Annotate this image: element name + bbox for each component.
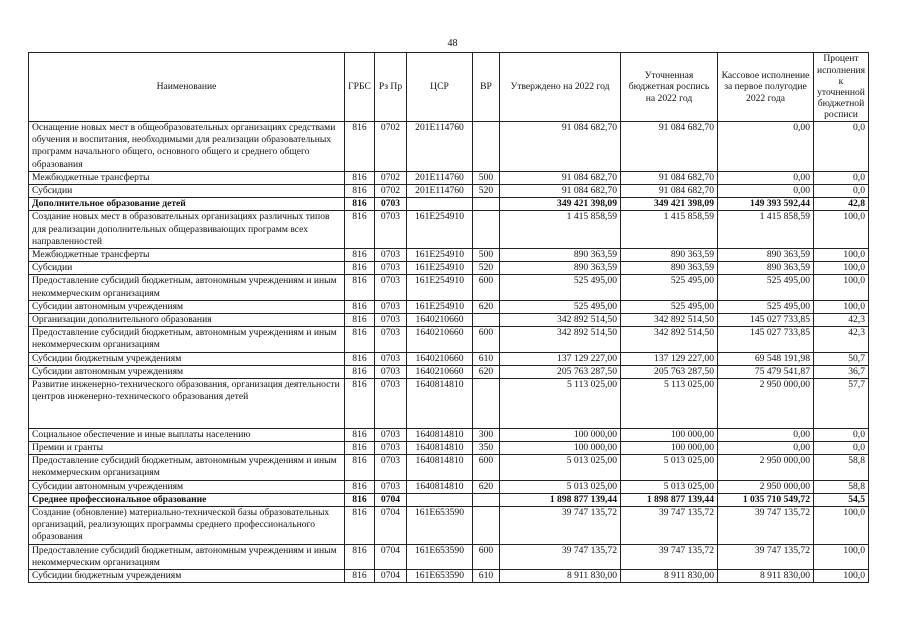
- cell-approved: 890 363,59: [500, 262, 621, 275]
- cell-cash: 2 950 000,00: [718, 480, 814, 493]
- cell-name: Создание (обновление) материально-технической базы образовательных организаций, реализующих программы среднего профессионального образования: [29, 507, 345, 545]
- cell-refined: 5 013 025,00: [621, 455, 718, 480]
- cell-name: Среднее профессиональное образование: [29, 493, 345, 506]
- cell-grbs: 816: [345, 493, 375, 506]
- cell-refined: 342 892 514,50: [621, 327, 718, 352]
- cell-approved: 5 113 025,00: [500, 379, 621, 429]
- table-row: [29, 262, 869, 275]
- table-row: [29, 507, 869, 545]
- table-row: [29, 249, 869, 262]
- cell-name: Предоставление субсидий бюджетным, автономным учреждениям и иным некоммерческим организациям: [29, 455, 345, 480]
- cell-name: Межбюджетные трансферты: [29, 171, 345, 184]
- cell-cash: 149 393 592,44: [718, 198, 814, 211]
- cell-name: Предоставление субсидий бюджетным, автономным учреждениям и иным некоммерческим организациям: [29, 275, 345, 300]
- table-row: [29, 171, 869, 184]
- cell-grbs: 816: [345, 122, 375, 172]
- cell-csr: 1640210660: [407, 365, 473, 378]
- cell-cash: 1 035 710 549,72: [718, 493, 814, 506]
- cell-cash: 0,00: [718, 171, 814, 184]
- cell-refined: 5 013 025,00: [621, 480, 718, 493]
- cell-vr: [473, 122, 500, 172]
- cell-approved: 91 084 682,70: [500, 122, 621, 172]
- cell-rzpr: 0703: [375, 442, 407, 455]
- cell-grbs: 816: [345, 211, 375, 249]
- cell-cash: 525 495,00: [718, 275, 814, 300]
- cell-vr: [473, 379, 500, 429]
- cell-vr: [473, 507, 500, 545]
- budget-table: [28, 52, 869, 583]
- table-row: [29, 275, 869, 300]
- cell-percent: 0,0: [814, 442, 869, 455]
- cell-rzpr: 0703: [375, 480, 407, 493]
- cell-refined: 525 495,00: [621, 275, 718, 300]
- cell-rzpr: 0703: [375, 300, 407, 313]
- cell-cash: 0,00: [718, 442, 814, 455]
- cell-percent: 0,0: [814, 428, 869, 441]
- cell-approved: 525 495,00: [500, 275, 621, 300]
- cell-csr: 1640814810: [407, 442, 473, 455]
- cell-percent: 58,8: [814, 480, 869, 493]
- cell-vr: 600: [473, 455, 500, 480]
- cell-csr: 1640210660: [407, 352, 473, 365]
- cell-grbs: 816: [345, 365, 375, 378]
- cell-cash: 1 415 858,59: [718, 211, 814, 249]
- cell-csr: 161E254910: [407, 211, 473, 249]
- cell-grbs: 816: [345, 442, 375, 455]
- cell-vr: [473, 198, 500, 211]
- cell-rzpr: 0703: [375, 327, 407, 352]
- header-rzpr: Рз Пр: [375, 53, 407, 122]
- cell-percent: 100,0: [814, 544, 869, 569]
- cell-vr: 350: [473, 442, 500, 455]
- cell-grbs: 816: [345, 300, 375, 313]
- table-row: [29, 352, 869, 365]
- cell-vr: 300: [473, 428, 500, 441]
- cell-name: Организации дополнительного образования: [29, 314, 345, 327]
- cell-refined: 890 363,59: [621, 262, 718, 275]
- cell-approved: 91 084 682,70: [500, 171, 621, 184]
- cell-approved: 91 084 682,70: [500, 185, 621, 198]
- cell-grbs: 816: [345, 455, 375, 480]
- cell-grbs: 816: [345, 544, 375, 569]
- table-header-row: [29, 53, 869, 122]
- cell-cash: 2 950 000,00: [718, 379, 814, 429]
- cell-csr: 161E254910: [407, 262, 473, 275]
- table-row: [29, 211, 869, 249]
- header-percent: Процент исполнения к уточненной бюджетной росписи: [814, 53, 869, 122]
- cell-approved: 100 000,00: [500, 442, 621, 455]
- cell-name: Субсидии бюджетным учреждениям: [29, 352, 345, 365]
- cell-refined: 91 084 682,70: [621, 185, 718, 198]
- cell-rzpr: 0704: [375, 507, 407, 545]
- cell-cash: 2 950 000,00: [718, 455, 814, 480]
- cell-csr: 1640814810: [407, 455, 473, 480]
- cell-csr: 1640814810: [407, 428, 473, 441]
- cell-refined: 8 911 830,00: [621, 570, 718, 583]
- cell-name: Оснащение новых мест в общеобразовательных организациях средствами обучения и воспитания, необходимыми для реализации образовательных программ начального общего, основного общего и среднего общего образования: [29, 122, 345, 172]
- cell-refined: 39 747 135,72: [621, 544, 718, 569]
- cell-name: Дополнительное образование детей: [29, 198, 345, 211]
- cell-refined: 525 495,00: [621, 300, 718, 313]
- cell-vr: [473, 211, 500, 249]
- cell-rzpr: 0704: [375, 570, 407, 583]
- cell-percent: 0,0: [814, 185, 869, 198]
- cell-approved: 8 911 830,00: [500, 570, 621, 583]
- cell-percent: 42,8: [814, 198, 869, 211]
- cell-percent: 54,5: [814, 493, 869, 506]
- cell-vr: 600: [473, 544, 500, 569]
- cell-vr: 500: [473, 171, 500, 184]
- cell-cash: 0,00: [718, 185, 814, 198]
- cell-name: Субсидии автономным учреждениям: [29, 365, 345, 378]
- cell-refined: 91 084 682,70: [621, 171, 718, 184]
- cell-approved: 1 898 877 139,44: [500, 493, 621, 506]
- table-row: [29, 314, 869, 327]
- header-grbs: ГРБС: [345, 53, 375, 122]
- header-csr: ЦСР: [407, 53, 473, 122]
- cell-grbs: 816: [345, 262, 375, 275]
- cell-grbs: 816: [345, 327, 375, 352]
- cell-rzpr: 0703: [375, 314, 407, 327]
- cell-grbs: 816: [345, 198, 375, 211]
- table-row: [29, 365, 869, 378]
- cell-rzpr: 0703: [375, 262, 407, 275]
- cell-approved: 342 892 514,50: [500, 327, 621, 352]
- cell-name: Развитие инженерно-технического образования, организация деятельности центров инженерно-технического образования детей: [29, 379, 345, 429]
- cell-rzpr: 0703: [375, 211, 407, 249]
- table-row: [29, 493, 869, 506]
- cell-rzpr: 0703: [375, 428, 407, 441]
- cell-rzpr: 0703: [375, 275, 407, 300]
- cell-percent: 42,3: [814, 327, 869, 352]
- cell-csr: 1640814810: [407, 480, 473, 493]
- table-row: [29, 570, 869, 583]
- cell-csr: 1640814810: [407, 379, 473, 429]
- cell-csr: 161E653590: [407, 507, 473, 545]
- cell-csr: 161E254910: [407, 275, 473, 300]
- cell-vr: 620: [473, 300, 500, 313]
- cell-name: Предоставление субсидий бюджетным, автономным учреждениям и иным некоммерческим организациям: [29, 544, 345, 569]
- cell-approved: 39 747 135,72: [500, 507, 621, 545]
- cell-percent: 58,8: [814, 455, 869, 480]
- cell-cash: 145 027 733,85: [718, 327, 814, 352]
- cell-csr: 1640210660: [407, 314, 473, 327]
- cell-refined: 137 129 227,00: [621, 352, 718, 365]
- cell-approved: 525 495,00: [500, 300, 621, 313]
- cell-cash: 39 747 135,72: [718, 544, 814, 569]
- cell-csr: 161E254910: [407, 249, 473, 262]
- cell-rzpr: 0702: [375, 122, 407, 172]
- cell-grbs: 816: [345, 507, 375, 545]
- page-number: 48: [447, 38, 458, 49]
- cell-cash: 0,00: [718, 122, 814, 172]
- cell-csr: [407, 493, 473, 506]
- cell-vr: [473, 314, 500, 327]
- cell-cash: 890 363,59: [718, 249, 814, 262]
- cell-refined: 349 421 398,09: [621, 198, 718, 211]
- cell-name: Создание новых мест в образовательных организациях различных типов для реализации дополнительных общеразвивающих программ всех направленностей: [29, 211, 345, 249]
- table-row: [29, 379, 869, 429]
- cell-approved: 349 421 398,09: [500, 198, 621, 211]
- cell-cash: 0,00: [718, 428, 814, 441]
- cell-vr: 610: [473, 570, 500, 583]
- cell-percent: 36,7: [814, 365, 869, 378]
- cell-approved: 890 363,59: [500, 249, 621, 262]
- cell-percent: 50,7: [814, 352, 869, 365]
- table-row: [29, 185, 869, 198]
- cell-cash: 525 495,00: [718, 300, 814, 313]
- cell-vr: [473, 493, 500, 506]
- cell-approved: 342 892 514,50: [500, 314, 621, 327]
- table-row: [29, 327, 869, 352]
- table-row: [29, 455, 869, 480]
- table-row: [29, 544, 869, 569]
- cell-approved: 39 747 135,72: [500, 544, 621, 569]
- cell-rzpr: 0703: [375, 352, 407, 365]
- cell-refined: 1 898 877 139,44: [621, 493, 718, 506]
- cell-name: Межбюджетные трансферты: [29, 249, 345, 262]
- cell-refined: 5 113 025,00: [621, 379, 718, 429]
- cell-name: Субсидии: [29, 185, 345, 198]
- cell-rzpr: 0703: [375, 249, 407, 262]
- cell-percent: 0,0: [814, 171, 869, 184]
- cell-cash: 69 548 191,98: [718, 352, 814, 365]
- header-approved: Утверждено на 2022 год: [500, 53, 621, 122]
- cell-refined: 100 000,00: [621, 428, 718, 441]
- cell-rzpr: 0702: [375, 185, 407, 198]
- header-vr: ВР: [473, 53, 500, 122]
- cell-grbs: 816: [345, 314, 375, 327]
- cell-vr: 600: [473, 327, 500, 352]
- cell-grbs: 816: [345, 570, 375, 583]
- cell-percent: 100,0: [814, 275, 869, 300]
- cell-rzpr: 0703: [375, 379, 407, 429]
- cell-rzpr: 0704: [375, 493, 407, 506]
- cell-csr: 201E114760: [407, 122, 473, 172]
- cell-approved: 137 129 227,00: [500, 352, 621, 365]
- cell-rzpr: 0703: [375, 198, 407, 211]
- table-row: [29, 198, 869, 211]
- cell-name: Субсидии автономным учреждениям: [29, 480, 345, 493]
- cell-csr: 201E114760: [407, 185, 473, 198]
- cell-vr: 520: [473, 185, 500, 198]
- table-body: [29, 122, 869, 583]
- cell-name: Премии и гранты: [29, 442, 345, 455]
- cell-cash: 75 479 541,87: [718, 365, 814, 378]
- cell-percent: 100,0: [814, 262, 869, 275]
- cell-percent: 100,0: [814, 507, 869, 545]
- cell-grbs: 816: [345, 352, 375, 365]
- cell-refined: 342 892 514,50: [621, 314, 718, 327]
- cell-csr: 1640210660: [407, 327, 473, 352]
- cell-csr: 161E653590: [407, 570, 473, 583]
- cell-csr: 161E254910: [407, 300, 473, 313]
- cell-grbs: 816: [345, 275, 375, 300]
- table-row: [29, 428, 869, 441]
- cell-cash: 39 747 135,72: [718, 507, 814, 545]
- cell-name: Субсидии бюджетным учреждениям: [29, 570, 345, 583]
- cell-refined: 205 763 287,50: [621, 365, 718, 378]
- cell-refined: 100 000,00: [621, 442, 718, 455]
- cell-cash: 890 363,59: [718, 262, 814, 275]
- cell-grbs: 816: [345, 249, 375, 262]
- table-row: [29, 300, 869, 313]
- cell-csr: [407, 198, 473, 211]
- cell-percent: 100,0: [814, 300, 869, 313]
- cell-rzpr: 0703: [375, 455, 407, 480]
- cell-csr: 201E114760: [407, 171, 473, 184]
- cell-percent: 0,0: [814, 122, 869, 172]
- cell-refined: 1 415 858,59: [621, 211, 718, 249]
- cell-cash: 145 027 733,85: [718, 314, 814, 327]
- header-refined: Уточненная бюджетная роспись на 2022 год: [621, 53, 718, 122]
- cell-approved: 1 415 858,59: [500, 211, 621, 249]
- cell-name: Предоставление субсидий бюджетным, автономным учреждениям и иным некоммерческим организациям: [29, 327, 345, 352]
- cell-percent: 100,0: [814, 570, 869, 583]
- cell-approved: 205 763 287,50: [500, 365, 621, 378]
- cell-vr: 610: [473, 352, 500, 365]
- cell-percent: 100,0: [814, 249, 869, 262]
- table-row: [29, 480, 869, 493]
- cell-vr: 500: [473, 249, 500, 262]
- cell-rzpr: 0704: [375, 544, 407, 569]
- table-row: [29, 122, 869, 172]
- cell-refined: 39 747 135,72: [621, 507, 718, 545]
- cell-approved: 5 013 025,00: [500, 480, 621, 493]
- cell-vr: 600: [473, 275, 500, 300]
- cell-refined: 890 363,59: [621, 249, 718, 262]
- cell-cash: 8 911 830,00: [718, 570, 814, 583]
- cell-approved: 100 000,00: [500, 428, 621, 441]
- cell-vr: 520: [473, 262, 500, 275]
- table-row: [29, 442, 869, 455]
- cell-grbs: 816: [345, 480, 375, 493]
- cell-vr: 620: [473, 365, 500, 378]
- cell-vr: 620: [473, 480, 500, 493]
- cell-approved: 5 013 025,00: [500, 455, 621, 480]
- cell-name: Социальное обеспечение и иные выплаты населению: [29, 428, 345, 441]
- cell-grbs: 816: [345, 171, 375, 184]
- cell-rzpr: 0703: [375, 365, 407, 378]
- cell-name: Субсидии: [29, 262, 345, 275]
- header-cash: Кассовое исполнение за первое полугодие 2022 года: [718, 53, 814, 122]
- cell-percent: 100,0: [814, 211, 869, 249]
- cell-csr: 161E653590: [407, 544, 473, 569]
- cell-name: Субсидии автономным учреждениям: [29, 300, 345, 313]
- cell-grbs: 816: [345, 185, 375, 198]
- cell-refined: 91 084 682,70: [621, 122, 718, 172]
- cell-percent: 57,7: [814, 379, 869, 429]
- cell-rzpr: 0702: [375, 171, 407, 184]
- cell-percent: 42,3: [814, 314, 869, 327]
- cell-grbs: 816: [345, 379, 375, 429]
- cell-grbs: 816: [345, 428, 375, 441]
- header-name: Наименование: [29, 53, 345, 122]
